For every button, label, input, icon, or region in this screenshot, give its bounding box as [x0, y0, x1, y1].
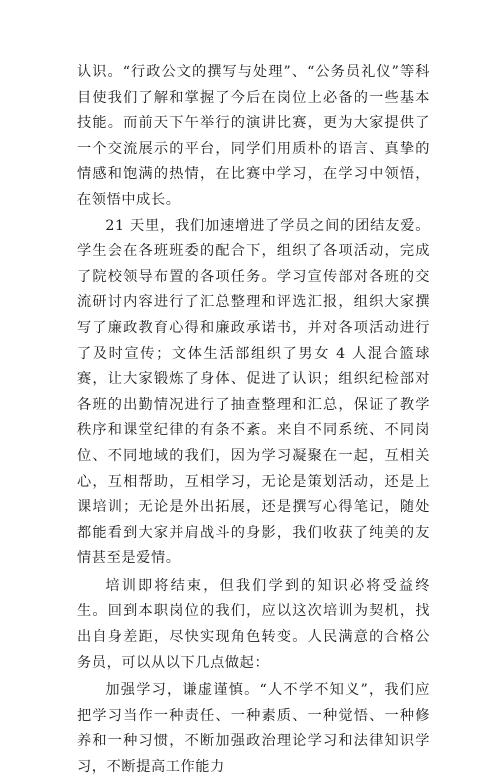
document-body	[77, 60, 430, 781]
paragraph-3: 培训即将结束，但我们学到的知识必将受益终生。回到本职岗位的我们，应以这次培训为契机，找出自身差距，尽快实现角色转变。人民满意的合格公务员，可以从以下几点做起：	[77, 577, 430, 671]
paragraph-1: 认识。“行政公文的撰写与处理”、“公务员礼仪”等科目使我们了解和掌握了今后在岗位上必备的一些基本技能。而前天下午举行的演讲比赛，更为大家提供了一个交流展示的平台，同学们用质朴的语言、真挚的情感和饱满的热情，在比赛中学习，在学习中领悟，在领悟中成长。	[77, 64, 430, 208]
paragraph-4: 加强学习，谦虚谨慎。“人不学不知义”，我们应把学习当作一种责任、一种素质、一种觉悟、一种修养和一种习惯，不断加强政治理论学习和法律知识学习，不断提高工作能力	[77, 682, 430, 776]
paragraph-2: 21 天里，我们加速增进了学员之间的团结友爱。学生会在各班班委的配合下，组织了各项活动，完成了院校领导布置的各项任务。学习宣传部对各班的交流研讨内容进行了汇总整理和评选汇报，组织大家撰写了廉政教育心得和廉政承诺书，并对各项活动进行了及时宣传；文体生活部组织了男女 4 人混合篮球赛，让大家锻炼了身体、促进了认识；组织纪检部对各班的出勤情况进行了抽查整理和汇总，保证了教学秩序和课堂纪律的有条不紊。来自不同系统、不同岗位、不同地域的我们，因为学习凝聚在一起，互相关心，互相帮助，互相学习，无论是策划活动，还是上课培训；无论是外出拓展，还是撰写心得笔记，随处都能看到大家并肩战斗的身影，我们收获了纯美的友情甚至是爱情。	[77, 217, 430, 567]
